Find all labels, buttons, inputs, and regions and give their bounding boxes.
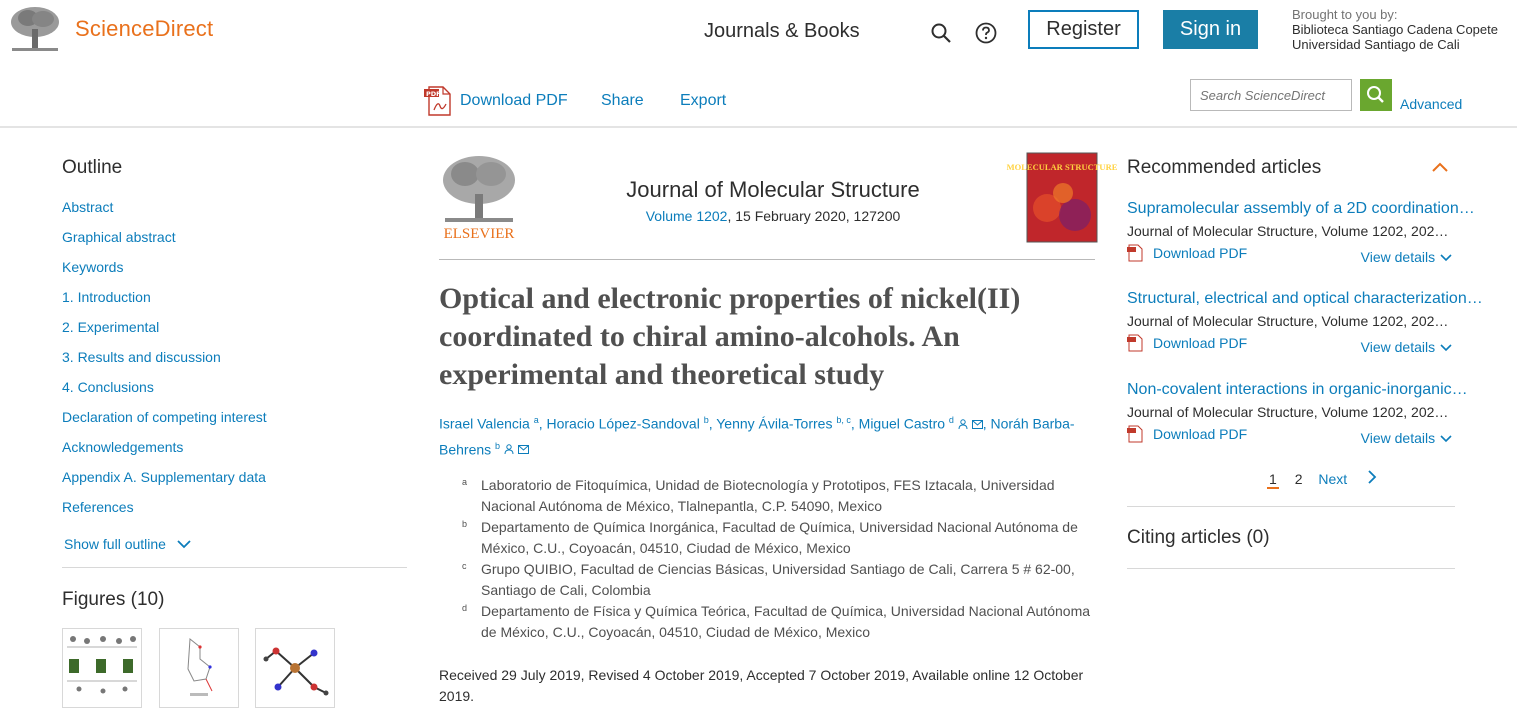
pdf-icon bbox=[1127, 425, 1143, 443]
journals-books-link[interactable]: Journals & Books bbox=[704, 20, 860, 42]
show-full-outline-button[interactable] bbox=[64, 536, 192, 552]
author-link[interactable]: Yenny Ávila-Torres bbox=[716, 415, 833, 432]
article-title: Optical and electronic properties of nickel(II) coordinated to chiral amino-alcohols. An experimental and theoretical study bbox=[439, 282, 1021, 391]
recommended-articles-title[interactable]: Recommended articles bbox=[1127, 157, 1322, 178]
search-input[interactable] bbox=[1190, 79, 1352, 111]
view-details-label: View details bbox=[1360, 249, 1436, 265]
affiliation-item bbox=[462, 475, 1102, 517]
export-link[interactable]: Export bbox=[680, 92, 727, 109]
affiliation-mark: d bbox=[462, 603, 468, 613]
figure-thumbnail[interactable] bbox=[255, 628, 335, 708]
page-1-button[interactable]: 1 bbox=[1269, 471, 1277, 487]
download-pdf-label: Download PDF bbox=[1153, 335, 1248, 351]
affiliation-item bbox=[462, 601, 1102, 643]
show-full-outline-label: Show full outline bbox=[64, 536, 166, 552]
search-submit-button[interactable] bbox=[1360, 79, 1392, 111]
elsevier-tree-logo[interactable] bbox=[8, 4, 62, 54]
outline-item[interactable]: References bbox=[62, 499, 134, 515]
journal-cover-image[interactable] bbox=[1006, 153, 1118, 242]
recommended-download-pdf[interactable] bbox=[1127, 245, 1247, 261]
affiliation-item bbox=[462, 559, 1102, 601]
view-details-button[interactable] bbox=[1361, 430, 1453, 446]
institution-access bbox=[1292, 7, 1498, 52]
institution-line-2: Universidad Santiago de Cali bbox=[1292, 37, 1460, 52]
institution-line-1: Biblioteca Santiago Cadena Copete bbox=[1292, 22, 1498, 37]
view-details-label: View details bbox=[1360, 430, 1436, 446]
pdf-icon[interactable] bbox=[424, 86, 452, 116]
view-details-button[interactable] bbox=[1361, 249, 1453, 265]
figure-thumbnail[interactable] bbox=[62, 628, 142, 708]
affiliation-mark: c bbox=[462, 561, 467, 571]
view-details-button[interactable] bbox=[1361, 339, 1453, 355]
author-affiliation-mark[interactable]: b bbox=[703, 415, 709, 425]
issue-date: , 15 February 2020, 127200 bbox=[727, 208, 901, 224]
chevron-down-icon bbox=[176, 539, 192, 549]
register-button[interactable]: Register bbox=[1028, 10, 1139, 49]
recommended-article bbox=[1127, 289, 1483, 357]
chevron-right-icon bbox=[1367, 470, 1377, 484]
recommended-article-actions bbox=[1127, 243, 1453, 267]
author-affiliation-mark[interactable]: a bbox=[533, 415, 539, 425]
divider bbox=[1127, 568, 1455, 569]
article-toolbar bbox=[0, 72, 1517, 128]
download-pdf-link[interactable]: Download PDF bbox=[460, 92, 568, 109]
brought-label: Brought to you by: bbox=[1292, 7, 1398, 22]
outline-item[interactable]: Declaration of competing interest bbox=[62, 409, 267, 425]
outline-item[interactable]: Acknowledgements bbox=[62, 439, 184, 455]
top-header bbox=[0, 0, 1517, 64]
help-icon[interactable] bbox=[975, 22, 997, 44]
recommended-pagination bbox=[1267, 470, 1389, 489]
affiliation-text: Departamento de Química Inorgánica, Facultad de Química, Universidad Nacional Autónoma de México, C.U., Coyoacán, 04510, Ciudad de México, Mexico bbox=[481, 519, 1078, 556]
recommended-article-actions bbox=[1127, 424, 1453, 448]
outline-item[interactable]: Appendix A. Supplementary data bbox=[62, 469, 266, 485]
email-icon[interactable] bbox=[518, 445, 529, 454]
chevron-down-icon bbox=[1439, 343, 1453, 352]
recommended-article-actions bbox=[1127, 333, 1453, 357]
author-link[interactable]: Noráh Barba-Behrens bbox=[439, 415, 1075, 458]
pdf-icon bbox=[1127, 334, 1143, 352]
affiliation-item bbox=[462, 517, 1102, 559]
outline-item[interactable]: 2. Experimental bbox=[62, 319, 160, 335]
recommended-article-source: Journal of Molecular Structure, Volume 1202, 202… bbox=[1127, 313, 1449, 329]
recommended-article-source: Journal of Molecular Structure, Volume 1202, 202… bbox=[1127, 223, 1449, 239]
recommended-download-pdf[interactable] bbox=[1127, 426, 1247, 442]
journal-issue-info bbox=[439, 208, 1107, 224]
person-icon[interactable] bbox=[504, 444, 514, 454]
search-icon bbox=[1360, 79, 1392, 111]
share-link[interactable]: Share bbox=[601, 92, 644, 109]
divider bbox=[439, 259, 1095, 260]
sign-in-button[interactable]: Sign in bbox=[1163, 10, 1258, 49]
chevron-up-icon[interactable] bbox=[1431, 160, 1449, 174]
recommended-article-source: Journal of Molecular Structure, Volume 1202, 202… bbox=[1127, 404, 1449, 420]
author-affiliation-mark[interactable]: d bbox=[948, 415, 954, 425]
brand-name[interactable]: ScienceDirect bbox=[75, 16, 214, 41]
journal-title[interactable]: Journal of Molecular Structure bbox=[626, 177, 920, 202]
outline-item[interactable]: 4. Conclusions bbox=[62, 379, 154, 395]
affiliation-text: Departamento de Física y Química Teórica, Facultad de Química, Universidad Nacional Autónoma de México, C.U., Coyoacán, 04510, Ciudad de México, Mexico bbox=[481, 603, 1091, 640]
outline-item[interactable]: 3. Results and discussion bbox=[62, 349, 221, 365]
elsevier-wordmark: ELSEVIER bbox=[443, 226, 515, 242]
email-icon[interactable] bbox=[972, 420, 983, 429]
author-link[interactable]: Israel Valencia bbox=[439, 415, 530, 432]
divider bbox=[62, 567, 407, 568]
citing-articles-title[interactable]: Citing articles (0) bbox=[1127, 527, 1270, 548]
search-icon[interactable] bbox=[930, 22, 952, 44]
recommended-article-title[interactable]: Supramolecular assembly of a 2D coordination… bbox=[1127, 200, 1475, 217]
next-label: Next bbox=[1318, 471, 1348, 487]
advanced-search-link[interactable]: Advanced bbox=[1400, 96, 1463, 112]
author-affiliation-mark[interactable]: b bbox=[495, 440, 501, 451]
recommended-article bbox=[1127, 199, 1475, 267]
article-history: Received 29 July 2019, Revised 4 October 2019, Accepted 7 October 2019, Available online 12 October 2019. bbox=[439, 667, 1084, 704]
recommended-article-title[interactable]: Non-covalent interactions in organic-inorganic… bbox=[1127, 381, 1468, 398]
outline-item[interactable]: 1. Introduction bbox=[62, 289, 151, 305]
pdf-icon bbox=[1127, 244, 1143, 262]
author-link[interactable]: Miguel Castro bbox=[858, 415, 946, 432]
outline-item[interactable]: Keywords bbox=[62, 259, 124, 275]
chevron-down-icon bbox=[1439, 434, 1453, 443]
affiliation-list bbox=[462, 475, 1102, 643]
author-list: Israel Valencia $^a$, Horacio López-Sandoval $^b$, Yenny Ávila-Torres $^{b, c}$, Miguel Castro $^d$ , Noráh Barba-Behrens $^b$ bbox=[439, 415, 1075, 458]
affiliation-mark: a bbox=[462, 477, 468, 487]
recommended-download-pdf[interactable] bbox=[1127, 335, 1247, 351]
affiliation-text: Grupo QUIBIO, Facultad de Ciencias Básicas, Universidad Santiago de Cali, Carrera 5 # 62-00, Santiago de Cali, Colombia bbox=[481, 561, 1075, 598]
person-icon[interactable] bbox=[958, 419, 968, 429]
affiliation-text: Laboratorio de Fitoquímica, Unidad de Biotecnología y Prototipos, FES Iztacala, Universidad Nacional Autónoma de México, Tlalnepantla, C.P. 54090, Mexico bbox=[481, 477, 1055, 514]
outline-item[interactable]: Abstract bbox=[62, 199, 114, 215]
outline-title: Outline bbox=[62, 157, 123, 178]
recommended-article bbox=[1127, 380, 1468, 448]
author-link[interactable]: Horacio López-Sandoval bbox=[546, 415, 700, 432]
outline-item[interactable]: Graphical abstract bbox=[62, 229, 176, 245]
author-affiliation-mark[interactable]: b, c bbox=[836, 415, 851, 425]
recommended-article-title[interactable]: Structural, electrical and optical characterization… bbox=[1127, 290, 1483, 307]
figure-thumbnail[interactable] bbox=[159, 628, 239, 708]
download-pdf-label: Download PDF bbox=[1153, 426, 1248, 442]
download-pdf-label: Download PDF bbox=[1153, 245, 1248, 261]
view-details-label: View details bbox=[1360, 339, 1436, 355]
page-2-button[interactable]: 2 bbox=[1294, 471, 1303, 487]
divider bbox=[1127, 506, 1455, 507]
chevron-down-icon bbox=[1439, 253, 1453, 262]
next-page-button[interactable] bbox=[1318, 470, 1377, 487]
volume-link[interactable]: Volume 1202 bbox=[645, 208, 728, 224]
affiliation-mark: b bbox=[462, 519, 468, 529]
cover-title: MOLECULAR STRUCTURE bbox=[1006, 162, 1118, 172]
outline-list bbox=[62, 199, 267, 529]
figures-title: Figures (10) bbox=[62, 589, 165, 610]
svg-text:PDF: PDF bbox=[426, 90, 441, 98]
